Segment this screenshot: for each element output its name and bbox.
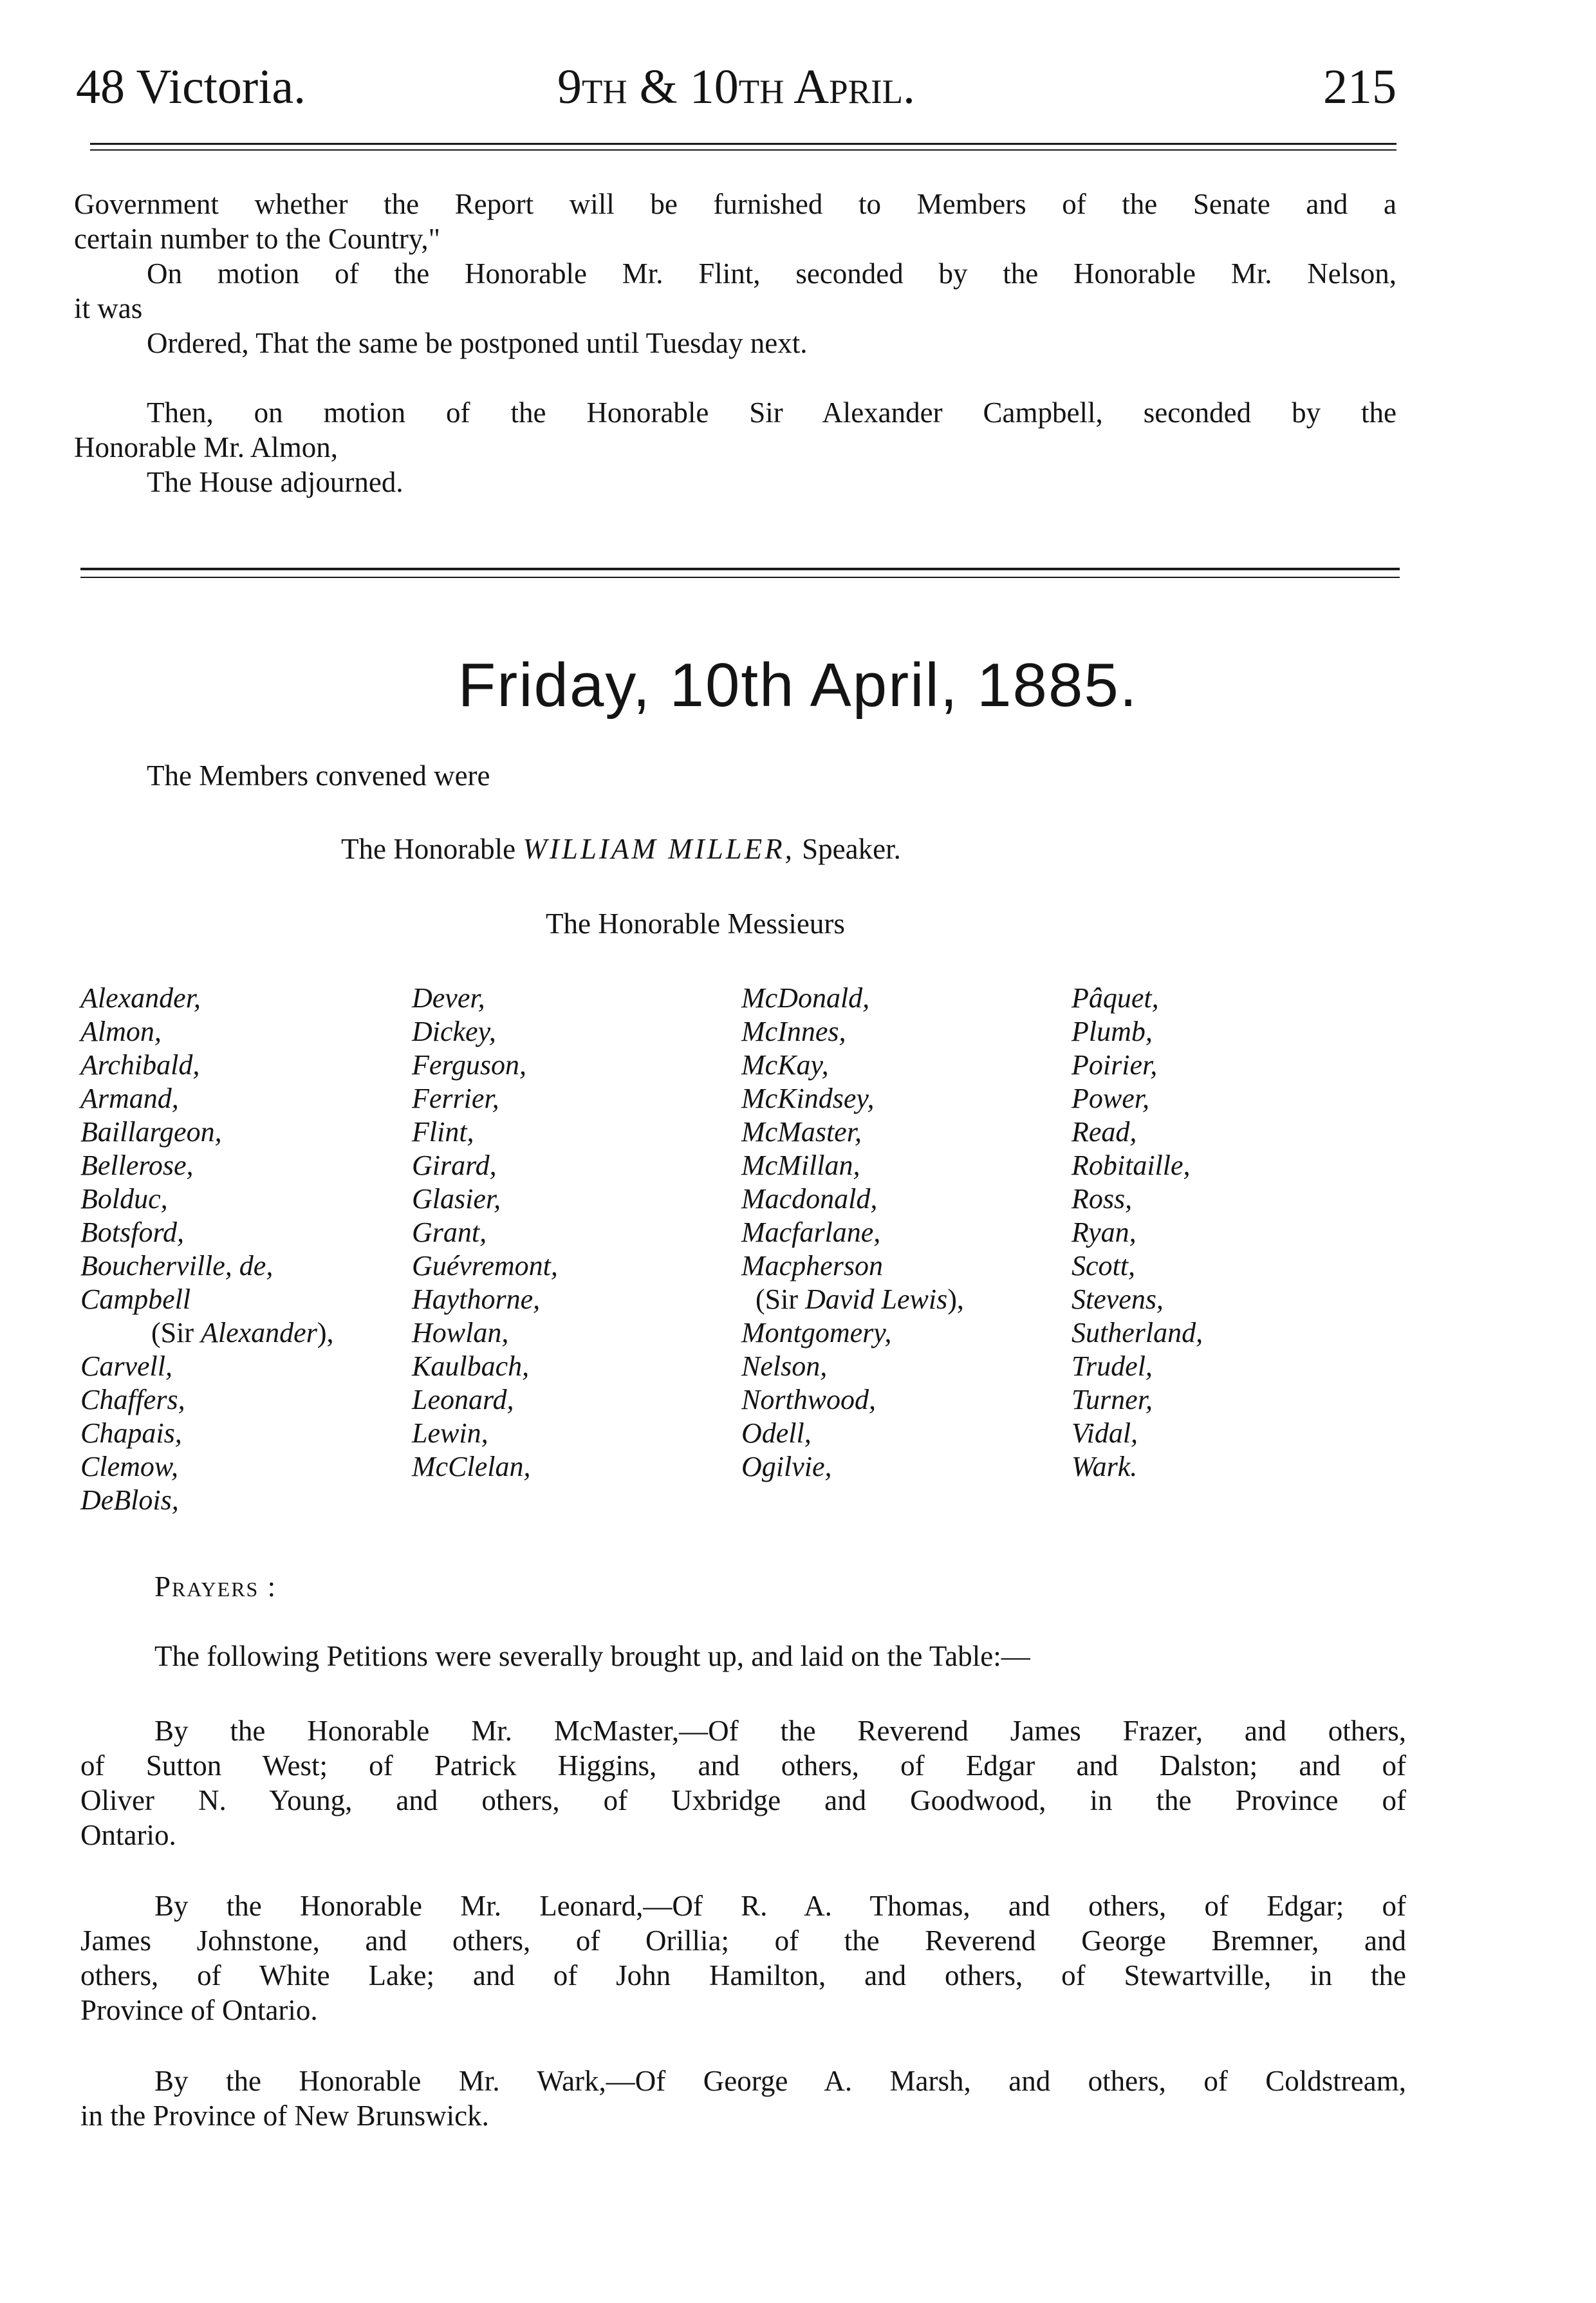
- member-name: McMaster,: [741, 1116, 862, 1148]
- member-name: Dever,: [412, 982, 485, 1014]
- member-name: Ross,: [1072, 1183, 1133, 1215]
- member-name: Botsford,: [80, 1217, 184, 1248]
- member-name: Howlan,: [412, 1317, 509, 1348]
- messieurs-heading: The Honorable Messieurs: [546, 908, 845, 940]
- member-name: Ryan,: [1072, 1217, 1137, 1248]
- member-name: Macdonald,: [741, 1183, 878, 1215]
- member-name: McKay,: [741, 1049, 829, 1081]
- members-column-4: [1072, 982, 1203, 1484]
- petitions-intro: The following Petitions were severally brought up, and laid on the Table:—: [154, 1640, 1030, 1672]
- section-rule-bottom: [80, 577, 1400, 578]
- petition-line: in the Province of New Brunswick.: [80, 2100, 489, 2132]
- header-rule-bottom: [90, 149, 1396, 151]
- member-name: Baillargeon,: [80, 1116, 222, 1148]
- petition-line: By the Honorable Mr. McMaster,—Of the Reverend James Frazer, and others,: [154, 1715, 1406, 1747]
- paren-name: Alexander: [201, 1317, 317, 1348]
- text-line: The House adjourned.: [147, 466, 404, 498]
- member-name: McClelan,: [412, 1451, 531, 1482]
- member-name: McKindsey,: [741, 1083, 875, 1114]
- convened-text: The Members convened were: [147, 760, 490, 792]
- member-name: Haythorne,: [412, 1283, 541, 1315]
- member-name: Clemow,: [80, 1451, 178, 1482]
- member-name: Almon,: [80, 1016, 162, 1047]
- member-name: Leonard,: [412, 1384, 514, 1415]
- paren-close: ),: [317, 1317, 334, 1348]
- petition-line: By the Honorable Mr. Leonard,—Of R. A. Thomas, and others, of Edgar; of: [154, 1890, 1406, 1922]
- member-name: Chaffers,: [80, 1384, 185, 1415]
- member-name: Ogilvie,: [741, 1451, 832, 1482]
- member-name: Scott,: [1072, 1250, 1135, 1282]
- member-name: Bellerose,: [80, 1150, 194, 1181]
- text-line: Ordered, That the same be postponed until Tuesday next.: [147, 327, 808, 359]
- member-name: McMillan,: [741, 1150, 860, 1181]
- header-dates: [76, 59, 1396, 115]
- member-name: McDonald,: [741, 982, 870, 1014]
- member-name: Wark.: [1072, 1451, 1138, 1482]
- member-name: Nelson,: [741, 1350, 828, 1382]
- member-name: Lewin,: [412, 1417, 488, 1449]
- paren-open: (Sir: [756, 1283, 805, 1315]
- member-name: Glasier,: [412, 1183, 501, 1215]
- prayers-heading: Prayers :: [154, 1571, 277, 1603]
- section-rule-top: [80, 568, 1400, 570]
- members-column-2: [412, 982, 558, 1484]
- paren-close: ),: [947, 1283, 964, 1315]
- speaker-name: WILLIAM MILLER,: [523, 833, 795, 865]
- member-name: Dickey,: [412, 1016, 496, 1047]
- member-name: Alexander,: [80, 982, 201, 1014]
- running-header: [76, 59, 1396, 117]
- member-name: Trudel,: [1072, 1350, 1153, 1382]
- member-name: Robitaille,: [1072, 1150, 1191, 1181]
- member-name: Northwood,: [741, 1384, 877, 1415]
- member-name-continuation: [80, 1316, 333, 1350]
- member-name: Armand,: [80, 1083, 179, 1114]
- petition-line: By the Honorable Mr. Wark,—Of George A. Marsh, and others, of Coldstream,: [154, 2065, 1406, 2097]
- header-rule-top: [90, 143, 1396, 145]
- speaker-suffix: Speaker.: [802, 833, 901, 865]
- member-name: Read,: [1072, 1116, 1137, 1148]
- members-column-1: [80, 982, 333, 1517]
- text-line: Government whether the Report will be furnished to Members of the Senate and a: [74, 188, 1396, 220]
- speaker-prefix: The Honorable: [341, 833, 516, 865]
- member-name: Carvell,: [80, 1350, 172, 1382]
- member-name: Macfarlane,: [741, 1217, 881, 1248]
- member-name: Archibald,: [80, 1049, 200, 1081]
- text-line: certain number to the Country,": [74, 223, 441, 255]
- text-line: it was: [74, 292, 143, 324]
- member-name: Bolduc,: [80, 1183, 168, 1215]
- member-name: Grant,: [412, 1217, 487, 1248]
- petition-line: James Johnstone, and others, of Orillia; of the Reverend George Bremner, and: [80, 1925, 1406, 1957]
- speaker-line: [341, 832, 901, 866]
- member-name: Poirier,: [1072, 1049, 1158, 1081]
- member-name: Guévremont,: [412, 1250, 558, 1282]
- petition-line: Ontario.: [80, 1819, 176, 1851]
- text-line: On motion of the Honorable Mr. Flint, seconded by the Honorable Mr. Nelson,: [147, 257, 1396, 290]
- member-name: Pâquet,: [1072, 982, 1159, 1014]
- member-name: DeBlois,: [80, 1484, 179, 1516]
- member-name: Power,: [1072, 1083, 1149, 1114]
- member-name: Macpherson: [741, 1250, 883, 1282]
- member-name: Turner,: [1072, 1384, 1153, 1415]
- header-page-number: 215: [1323, 60, 1396, 114]
- member-name: Montgomery,: [741, 1317, 892, 1348]
- member-name: Boucherville, de,: [80, 1250, 274, 1282]
- member-name: Girard,: [412, 1150, 497, 1181]
- text-line: Honorable Mr. Almon,: [74, 431, 338, 463]
- text-line: Then, on motion of the Honorable Sir Alexander Campbell, seconded by the: [147, 396, 1396, 429]
- member-name: Chapais,: [80, 1417, 182, 1449]
- header-dates-text: 9th & 10th April.: [557, 60, 915, 114]
- member-name: McInnes,: [741, 1016, 846, 1047]
- paren-name: David Lewis: [805, 1283, 948, 1315]
- member-name: Ferguson,: [412, 1049, 527, 1081]
- member-name: Flint,: [412, 1116, 474, 1148]
- member-name: Campbell: [80, 1283, 191, 1315]
- member-name: Plumb,: [1072, 1016, 1153, 1047]
- member-name: Vidal,: [1072, 1417, 1138, 1449]
- member-name: Sutherland,: [1072, 1317, 1203, 1348]
- petition-line: others, of White Lake; and of John Hamilton, and others, of Stewartville, in the: [80, 1959, 1406, 1991]
- header-session: 48 Victoria.: [76, 60, 306, 114]
- petition-line: Province of Ontario.: [80, 1994, 318, 2026]
- petition-line: Oliver N. Young, and others, of Uxbridge and Goodwood, in the Province of: [80, 1784, 1406, 1816]
- member-name-continuation: [741, 1283, 964, 1316]
- member-name: Kaulbach,: [412, 1350, 530, 1382]
- member-name: Stevens,: [1072, 1283, 1164, 1315]
- paren-open: (Sir: [151, 1317, 201, 1348]
- petition-line: of Sutton West; of Patrick Higgins, and others, of Edgar and Dalston; and of: [80, 1749, 1406, 1782]
- sitting-title: Friday, 10th April, 1885.: [458, 651, 1138, 720]
- member-name: Odell,: [741, 1417, 812, 1449]
- member-name: Ferrier,: [412, 1083, 499, 1114]
- members-column-3: [741, 982, 964, 1484]
